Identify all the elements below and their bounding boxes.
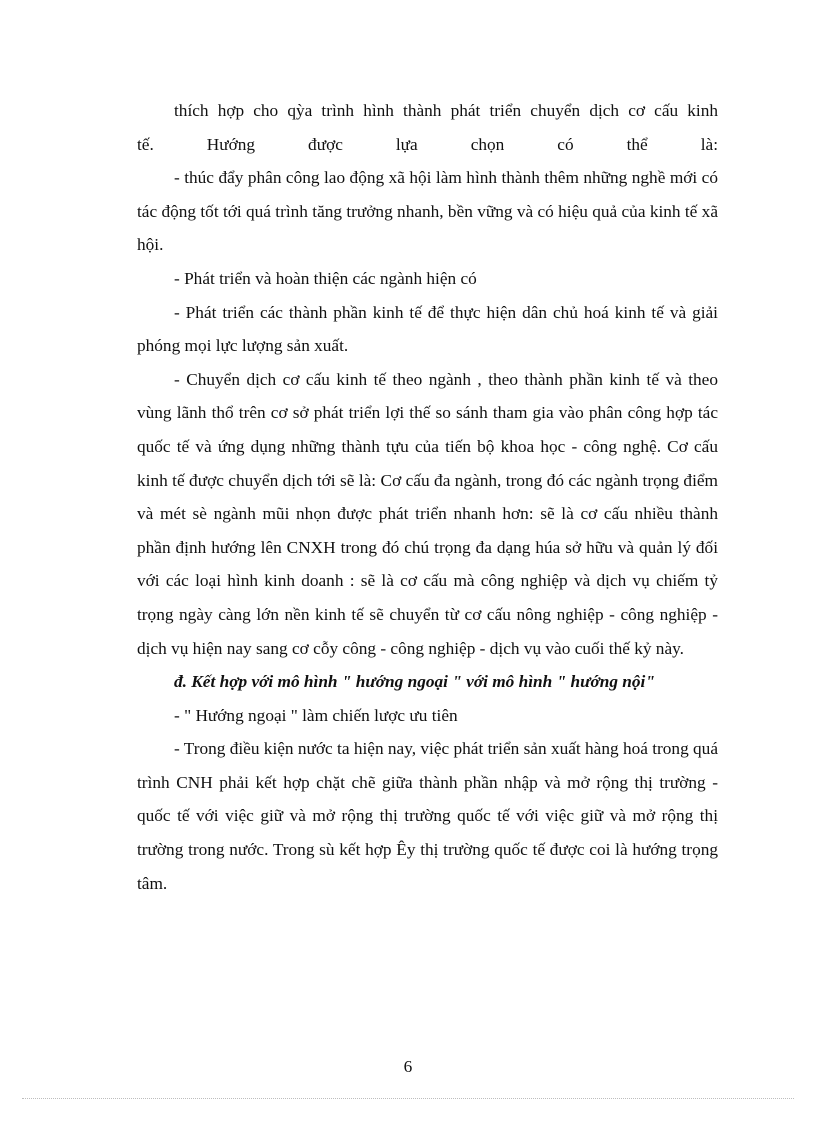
- paragraph-justified-line: tế. Hướng được lựa chọn có thể là:: [137, 134, 718, 154]
- paragraph-new-professions: - thúc đẩy phân công lao động xã hội làm hình thành thêm những nghề mới có tác động tốt tới quá trình tăng trưởng nhanh, bền vững và có hiệu quả của kinh tế xã hội.: [137, 168, 718, 255]
- paragraph-structural-shift: - Chuyển dịch cơ cấu kinh tế theo ngành , theo thành phần kinh tế và theo vùng lãnh thổ trên cơ sở phát triển lợi thế so sánh tham gia vào phân công hợp tác quốc tế và ứng dụng những thành tựu của tiến bộ khoa học - công nghệ. Cơ cấu kinh tế được chuyển dịch tới sẽ là: Cơ cấu đa ngành, trong đó các ngành trọng điểm và mét sè ngành mũi nhọn được phát triển nhanh hơn: sẽ là cơ cấu nhiều thành phần định hướng lên CNXH trong đó chú trọng đa dạng húa sở hữu và quản lý đối với các loại hình kinh doanh : sẽ là cơ cấu mà công nghiệp và dịch vụ chiếm tỷ trọng ngày càng lớn nền kinh tế sẽ chuyển từ cơ cấu nông nghiệp - công nghiệp - dịch vụ hiện nay sang cơ cỗy công - công nghiệp - dịch vụ vào cuối thế kỷ này.: [137, 369, 718, 658]
- page-bottom-divider: [22, 1098, 794, 1099]
- paragraph-economic-sectors: - Phát triển các thành phần kinh tế để thực hiện dân chủ hoá kinh tế và giải phóng mọi lực lượng sản xuất.: [137, 302, 718, 356]
- paragraph-outward-priority: - " Hướng ngoại " làm chiến lược ưu tiên: [174, 705, 458, 725]
- paragraph-existing-sectors: - Phát triển và hoàn thiện các ngành hiện có: [174, 268, 477, 288]
- paragraph-market-integration: - Trong điều kiện nước ta hiện nay, việc phát triển sản xuất hàng hoá trong quá trình CNH phải kết hợp chặt chẽ giữa thành phần nhập và mở rộng thị trường - quốc tế với việc giữ và mở rộng thị trường quốc tế với việc giữ và mở rộng thị trường trong nước. Trong sù kết hợp Êy thị trường quốc tế được coi là hướng trọng tâm.: [137, 739, 718, 893]
- page-number: 6: [403, 1057, 413, 1076]
- section-heading: đ. Kết hợp với mô hình " hướng ngoại " với mô hình " hướng nội": [174, 672, 655, 692]
- paragraph-continuation-line: thích hợp cho qỳa trình hình thành phát triển chuyển dịch cơ cấu kinh: [174, 101, 718, 120]
- page-body: [137, 94, 718, 900]
